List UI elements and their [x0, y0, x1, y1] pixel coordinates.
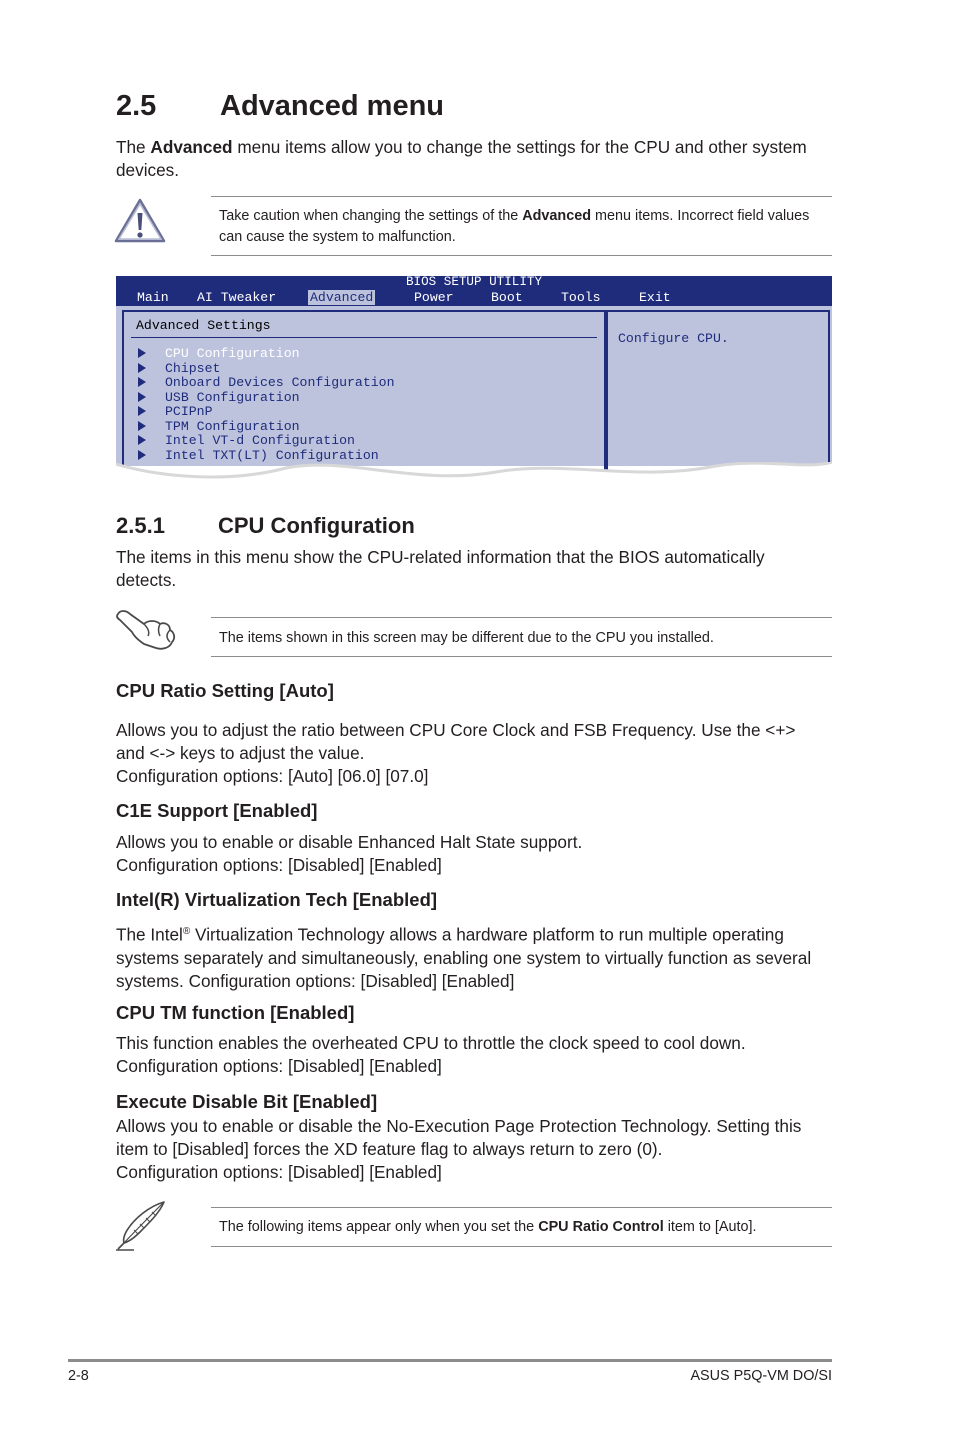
section-number: 2.5	[116, 90, 157, 122]
bios-menu-advanced[interactable]: Advanced	[310, 290, 374, 305]
bios-menu-tools[interactable]: Tools	[561, 290, 601, 305]
caution-bottom-rule	[211, 255, 832, 256]
bios-heading-rule	[131, 337, 597, 338]
bios-menu-boot[interactable]: Boot	[491, 290, 523, 305]
item-title-c1e: C1E Support [Enabled]	[116, 800, 318, 821]
item-body-cpu-tm: This function enables the overheated CPU to throttle the clock speed to cool down. Configuration options: [Disabled] [Enabled]	[116, 1033, 746, 1077]
note1-top-rule	[211, 617, 832, 618]
bios-screenshot	[116, 276, 832, 490]
bios-item-usb-configuration[interactable]: USB Configuration	[138, 390, 300, 405]
arrow-right-icon	[138, 406, 146, 416]
bios-item-vt-d-configuration[interactable]: Intel VT-d Configuration	[138, 433, 355, 448]
note2-bottom-rule	[211, 1246, 832, 1247]
feather-pen-icon	[112, 1200, 168, 1252]
arrow-right-icon	[138, 392, 146, 402]
bios-item-onboard-devices[interactable]: Onboard Devices Configuration	[138, 375, 395, 390]
section-title: Advanced menu	[220, 90, 444, 122]
bios-help-text: Configure CPU.	[618, 331, 729, 346]
item-title-cpu-ratio: CPU Ratio Setting [Auto]	[116, 680, 334, 701]
bios-heading: Advanced Settings	[136, 318, 271, 333]
section-heading	[116, 88, 444, 124]
caution-text: Take caution when changing the settings of the Advanced menu items. Incorrect field values can cause the system to malfunction.	[219, 208, 810, 245]
arrow-right-icon	[138, 348, 146, 358]
footer-page-number: 2-8	[68, 1368, 89, 1384]
arrow-right-icon	[138, 435, 146, 445]
pointing-hand-icon	[114, 606, 178, 652]
bios-item-pcipnp[interactable]: PCIPnP	[138, 404, 212, 419]
bios-item-tpm-configuration[interactable]: TPM Configuration	[138, 419, 300, 434]
arrow-right-icon	[138, 363, 146, 373]
item-title-execute-disable: Execute Disable Bit [Enabled]	[116, 1091, 378, 1112]
bios-title: BIOS SETUP UTILITY	[405, 276, 543, 289]
item-title-cpu-tm: CPU TM function [Enabled]	[116, 1002, 355, 1023]
note1-text: The items shown in this screen may be different due to the CPU you installed.	[219, 630, 714, 646]
subsection-intro: The items in this menu show the CPU-related information that the BIOS automatically detects.	[116, 547, 765, 591]
footer-product-name: ASUS P5Q-VM DO/SI	[690, 1368, 832, 1384]
intro-paragraph: The Advanced menu items allow you to change the settings for the CPU and other system devices.	[116, 137, 807, 181]
item-body-cpu-ratio: Allows you to adjust the ratio between CPU Core Clock and FSB Frequency. Use the <+> and <-> keys to adjust the value. Configuration options: [Auto] [06.0] [07.0]	[116, 720, 796, 787]
item-body-virtualization: The Intel® Virtualization Technology allows a hardware platform to run multiple operating systems separately and simultaneously, enabling one system to virtually function as several systems. Configuration options: [Disabled] [Enabled]	[116, 924, 812, 992]
warning-icon	[113, 197, 167, 245]
item-title-virtualization: Intel(R) Virtualization Tech [Enabled]	[116, 889, 438, 910]
bios-item-txt-configuration[interactable]: Intel TXT(LT) Configuration	[138, 448, 379, 463]
subsection-title: CPU Configuration	[218, 513, 415, 538]
torn-edge	[116, 462, 832, 490]
footer-rule	[68, 1359, 832, 1362]
bios-item-chipset[interactable]: Chipset	[138, 361, 220, 376]
note1-bottom-rule	[211, 656, 832, 657]
arrow-right-icon	[138, 377, 146, 387]
arrow-right-icon	[138, 450, 146, 460]
subsection-heading	[116, 512, 415, 540]
item-body-execute-disable: Allows you to enable or disable the No-Execution Page Protection Technology. Setting this item to [Disabled] forces the XD feature flag to always return to zero (0). Configuration options: [Disabled] [Enabled]	[116, 1116, 802, 1183]
bios-menu-power[interactable]: Power	[414, 290, 454, 305]
note2-top-rule	[211, 1207, 832, 1208]
bios-menu-exit[interactable]: Exit	[639, 290, 671, 305]
subsection-number: 2.5.1	[116, 513, 165, 538]
arrow-right-icon	[138, 421, 146, 431]
item-body-c1e: Allows you to enable or disable Enhanced Halt State support. Configuration options: [Disabled] [Enabled]	[116, 832, 583, 876]
note2-text: The following items appear only when you set the CPU Ratio Control item to [Auto].	[219, 1219, 757, 1235]
bios-menu-main[interactable]: Main	[137, 290, 169, 305]
bios-item-cpu-configuration[interactable]: CPU Configuration	[138, 346, 300, 361]
bios-menu-ai-tweaker[interactable]: AI Tweaker	[197, 290, 277, 305]
caution-top-rule	[211, 196, 832, 197]
